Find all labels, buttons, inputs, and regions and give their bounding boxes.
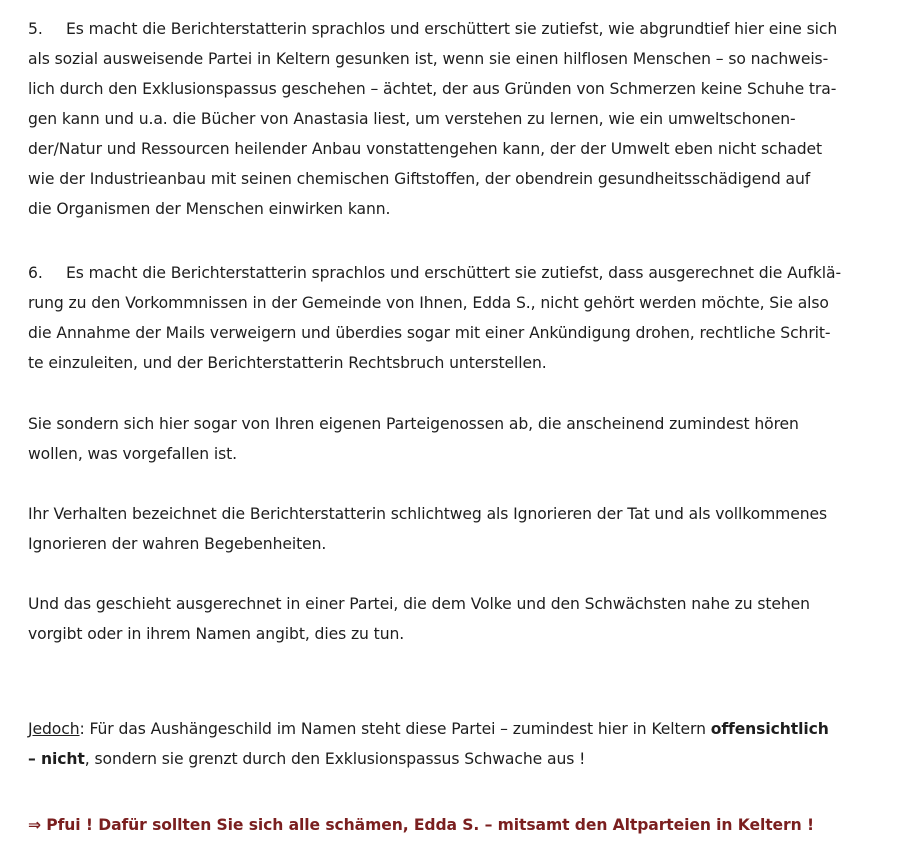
paragraph-8-line-1: Ihr Verhalten bezeichnet die Berichterstatterin schlichtweg als Ignorieren der Tat und als vollkommenes: [28, 505, 828, 523]
paragraph-5-line-2: als sozial ausweisende Partei in Keltern gesunken ist, wenn sie einen hilflosen Menschen – so nachweis-: [28, 50, 829, 68]
underlined-word: Jedoch: [28, 720, 80, 738]
paragraph-7-line-1: Sie sondern sich hier sogar von Ihren eigenen Parteigenossen ab, die anscheinend zumindest hören: [28, 415, 799, 433]
bold-text: – nicht: [28, 750, 85, 768]
closing-statement: ⇒ Pfui ! Dafür sollten Sie sich alle schämen, Edda S. – mitsamt den Altparteien in Keltern !: [28, 816, 814, 834]
bold-text: offensichtlich: [710, 720, 829, 738]
paragraph-8-line-2: Ignorieren der wahren Begebenheiten.: [28, 535, 327, 553]
paragraph-10-line-1: Jedoch: Für das Aushängeschild im Namen steht diese Partei – zumindest hier in Keltern offensichtlich: [28, 720, 829, 738]
paragraph-5-line-4: gen kann und u.a. die Bücher von Anastasia liest, um verstehen zu lernen, wie ein umweltschonen-: [28, 110, 796, 128]
paragraph-5-line-3: lich durch den Exklusionspassus geschehen – ächtet, der aus Gründen von Schmerzen keine Schuhe tra-: [28, 80, 837, 98]
paragraph-9-line-1: Und das geschieht ausgerechnet in einer Partei, die dem Volke und den Schwächsten nahe zu stehen: [28, 595, 810, 613]
paragraph-5-line-5: der/Natur und Ressourcen heilender Anbau vonstattengehen kann, der der Umwelt eben nicht schadet: [28, 140, 823, 158]
paragraph-9-line-2: vorgibt oder in ihrem Namen angibt, dies zu tun.: [28, 625, 405, 643]
paragraph-7-line-2: wollen, was vorgefallen ist.: [28, 445, 238, 463]
paragraph-5-line-6: wie der Industrieanbau mit seinen chemischen Giftstoffen, der obendrein gesundheitsschädigend auf: [28, 170, 811, 188]
paragraph-6-line-3: die Annahme der Mails verweigern und überdies sogar mit einer Ankündigung drohen, rechtliche Schrit-: [28, 324, 831, 342]
paragraph-10-line-2: – nicht, sondern sie grenzt durch den Exklusionspassus Schwache aus !: [28, 750, 586, 768]
paragraph-number: 6.: [28, 264, 43, 282]
paragraph-6-line-1: 6. Es macht die Berichterstatterin sprachlos und erschüttert sie zutiefst, dass ausgerechnet die Aufklä-: [28, 264, 842, 282]
paragraph-5-line-1: 5. Es macht die Berichterstatterin sprachlos und erschüttert sie zutiefst, wie abgrundtief hier eine sich: [28, 20, 838, 38]
paragraph-6-line-2: rung zu den Vorkommnissen in der Gemeinde von Ihnen, Edda S., nicht gehört werden möchte, Sie also: [28, 294, 829, 312]
paragraph-6-line-4: te einzuleiten, und der Berichterstatterin Rechtsbruch unterstellen.: [28, 354, 547, 372]
paragraph-5-line-7: die Organismen der Menschen einwirken kann.: [28, 200, 391, 218]
paragraph-number: 5.: [28, 20, 43, 38]
